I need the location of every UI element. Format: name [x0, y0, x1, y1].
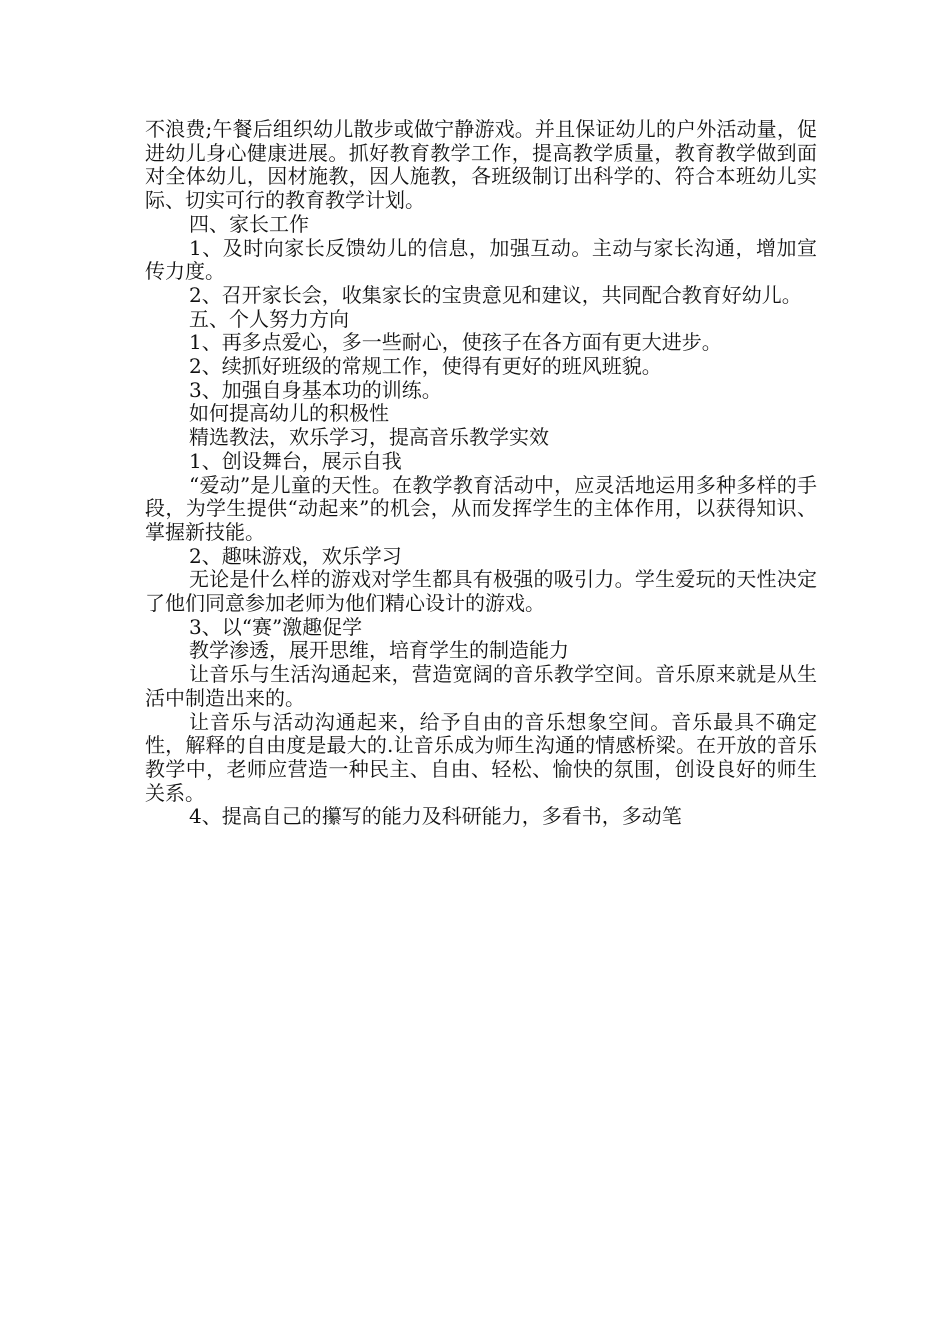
- paragraph-13: 2、趣味游戏，欢乐学习: [189, 543, 402, 568]
- paragraph-3: 1、及时向家长反馈幼儿的信息，加强互动。主动与家长沟通，增加宣传力度。: [145, 235, 817, 284]
- paragraph-10: 精选教法，欢乐学习，提高音乐教学实效: [189, 425, 549, 450]
- document-page: [145, 118, 817, 829]
- paragraph-12: “爱动”是儿童的天性。在教学教育活动中，应灵活地运用多种多样的手段，为学生提供“动起来”的机会，从而发挥学生的主体作用，以获得知识、掌握新技能。: [145, 472, 817, 544]
- paragraph-18: 让音乐与活动沟通起来，给予自由的音乐想象空间。音乐最具不确定性，解释的自由度是最大的.让音乐成为师生沟通的情感桥梁。在开放的音乐教学中，老师应营造一种民主、自由、轻松、愉快的氛围，创设良好的师生关系。: [145, 709, 817, 805]
- paragraph-19: 4、提高自己的攥写的能力及科研能力，多看书，多动笔: [189, 804, 682, 829]
- paragraph-2: 四、家长工作: [189, 211, 309, 236]
- paragraph-4: 2、召开家长会，收集家长的宝贵意见和建议，共同配合教育好幼儿。: [189, 282, 802, 307]
- paragraph-7: 2、续抓好班级的常规工作，使得有更好的班风班貌。: [189, 354, 662, 379]
- paragraph-17: 让音乐与生活沟通起来，营造宽阔的音乐教学空间。音乐原来就是从生活中制造出来的。: [145, 662, 817, 710]
- paragraph-15: 3、以“赛”激趣促学: [189, 614, 363, 639]
- paragraph-11: 1、创设舞台，展示自我: [189, 448, 402, 473]
- paragraph-5: 五、个人努力方向: [189, 306, 349, 331]
- paragraph-1: 不浪费;午餐后组织幼儿散步或做宁静游戏。并且保证幼儿的户外活动量，促进幼儿身心健康进展。抓好教育教学工作，提高教学质量，教育教学做到面对全体幼儿，因材施教，因人施教，各班级制订出科学的、符合本班幼儿实际、切实可行的教育教学计划。: [145, 117, 817, 213]
- paragraph-8: 3、加强自身基本功的训练。: [189, 377, 442, 402]
- paragraph-14: 无论是什么样的游戏对学生都具有极强的吸引力。学生爱玩的天性决定了他们同意参加老师为他们精心设计的游戏。: [145, 567, 817, 616]
- paragraph-6: 1、再多点爱心，多一些耐心，使孩子在各方面有更大进步。: [189, 330, 722, 355]
- paragraph-9: 如何提高幼儿的积极性: [189, 401, 389, 426]
- paragraph-16: 教学渗透，展开思维，培育学生的制造能力: [189, 638, 569, 663]
